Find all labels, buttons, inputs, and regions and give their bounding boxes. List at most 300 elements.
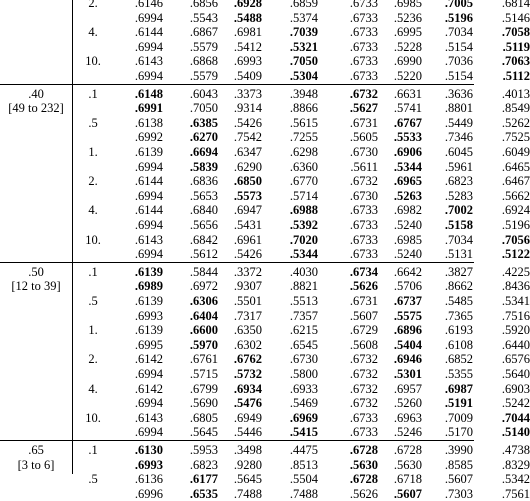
table-row [0,174,530,189]
table-cell: .6823 [444,174,473,189]
table-cell: .5131 [444,247,473,262]
table-cell: .5920 [501,323,530,338]
table-cell: .6906 [393,145,422,159]
table-cell: .8662 [444,279,473,294]
table-cell: .6139 [134,323,163,338]
table-cell: .6992 [134,130,163,145]
table-cell: .6143 [134,54,163,69]
table-cell: .6732 [349,367,378,381]
table-cell: .6148 [134,86,163,101]
table-row [0,337,530,352]
table-cell: .4013 [501,86,530,101]
table-cell: .5485 [444,294,473,308]
block-label-value: .65 [28,443,44,457]
table-cell: .5196 [444,10,473,25]
table-cell: .6142 [134,352,163,367]
table-cell: .7488 [233,486,262,501]
table-cell: .5446 [233,425,262,440]
table-cell: .5607 [444,472,473,487]
table-cell: .5146 [501,10,530,25]
table-cell: .6732 [349,174,378,189]
table-row [0,308,530,323]
table-cell: .6995 [393,25,422,40]
table-cell: .7044 [501,410,530,425]
table-cell: .6805 [189,410,218,425]
table-cell: .6982 [393,203,422,218]
table-cell: .5970 [189,337,218,352]
table-cell: .6981 [233,25,262,40]
table-cell: .5640 [501,367,530,381]
table-row [0,25,530,40]
table-cell: .6733 [349,0,378,10]
table-cell: .6731 [349,115,378,130]
table-cell: .5344 [289,247,318,262]
table-cell: .5605 [349,130,378,145]
table-cell: .6732 [349,396,378,411]
table-cell: .5263 [393,188,422,203]
table-row [0,396,530,411]
table-cell: .6859 [289,0,318,10]
table-row [0,472,530,487]
table-cell: .6045 [444,145,473,159]
table-cell: .5236 [393,10,422,25]
table-cell: .7058 [501,25,530,40]
table-cell: .6298 [289,145,318,159]
table-cell: .6867 [189,25,218,40]
table-cell: .5426 [233,115,262,130]
table-cell: .6840 [189,203,218,218]
table-cell: .7009 [444,410,473,425]
table-cell: .6994 [134,396,163,411]
table-cell: .6994 [134,10,163,25]
table-cell: .6994 [134,159,163,174]
table-cell: .5645 [233,472,262,487]
table-row [0,39,530,54]
table-cell: .5715 [189,367,218,381]
table-cell: .4738 [501,443,530,457]
row-parameter: .5 [88,294,98,308]
table-cell: .6896 [393,323,422,338]
table-cell: .6733 [349,25,378,40]
table-cell: .6767 [393,115,422,130]
table-cell: .5321 [289,39,318,54]
table-cell: .3372 [233,264,262,279]
table-cell: .5839 [189,159,218,174]
table-cell: .5611 [350,159,378,174]
row-parameter: 10. [85,232,101,247]
table-cell: .5504 [289,472,318,487]
table-cell: .6139 [134,145,163,159]
table-cell: .5653 [189,188,218,203]
table-row [0,247,530,262]
table-row [0,486,530,501]
table-cell: .6143 [134,410,163,425]
table-cell: .5579 [189,69,218,83]
table-cell: .6733 [349,39,378,54]
table-cell: .6270 [189,130,218,145]
table-cell: .4225 [501,264,530,279]
table-cell: .6049 [501,145,530,159]
table-cell: .5426 [233,247,262,262]
table-cell: .6290 [233,159,262,174]
table-cell: .6144 [134,174,163,189]
table-cell: .5355 [444,367,473,381]
table-cell: .5706 [393,279,422,294]
table-cell: .4030 [289,264,318,279]
table-cell: .5260 [393,396,422,411]
table-row [0,425,530,440]
table-cell: .6852 [444,352,473,367]
row-parameter: 2. [88,352,98,367]
table-cell: .5501 [233,294,262,308]
table-cell: .6302 [233,337,262,352]
table-cell: .6730 [349,145,378,159]
table-cell: .5415 [289,425,318,440]
table-cell: .6142 [134,381,163,396]
table-cell: .5119 [502,39,530,54]
table-cell: .5579 [189,39,218,54]
table-cell: .6733 [349,425,378,440]
table-cell: .6993 [134,308,163,323]
table-cell: .6733 [349,232,378,247]
table-cell: .9280 [233,457,262,472]
table-cell: .6963 [393,410,422,425]
table-cell: .6993 [233,54,262,69]
table-cell: .4475 [289,443,318,457]
table-cell: .5431 [233,218,262,232]
table-row [0,352,530,367]
table-cell: .5301 [393,367,422,381]
table-cell: .6465 [501,159,530,174]
table-cell: .5409 [233,69,262,83]
table-cell: .5140 [501,425,530,440]
table-cell: .6631 [393,86,422,101]
table-cell: .6440 [501,337,530,352]
table-cell: .6994 [134,39,163,54]
table-cell: .6961 [233,232,262,247]
table-cell: .6903 [501,381,530,396]
table-cell: .6733 [349,410,378,425]
table-cell: .8821 [289,279,318,294]
table-cell: .8513 [289,457,318,472]
table-cell: .6814 [501,0,530,10]
table-cell: .6985 [393,0,422,10]
table-row [0,232,530,247]
table-cell: .9307 [233,279,262,294]
table-cell: .6136 [134,472,163,487]
table-cell: .5342 [501,472,530,487]
table-cell: .5573 [233,188,262,203]
table-cell: .6969 [289,410,318,425]
table-cell: .5645 [189,425,218,440]
table-cell: .7525 [501,130,530,145]
table-cell: .6946 [393,352,422,367]
table-cell: .6732 [349,86,378,101]
table-cell: .6404 [189,308,218,323]
table-cell: .6350 [233,323,262,338]
table-cell: .6731 [349,294,378,308]
table-cell: .6545 [289,337,318,352]
table-cell: .5112 [502,69,530,83]
table-cell: .5607 [393,486,422,501]
row-parameter: .5 [88,115,98,130]
row-parameter: .1 [88,264,98,279]
row-parameter: 10. [85,54,101,69]
table-cell: .6957 [393,381,422,396]
table-cell: .6600 [189,323,218,338]
table-row [0,381,530,396]
table-row [0,54,530,69]
table-cell: .6146 [134,0,163,10]
table-cell: .6924 [501,203,530,218]
table-cell: .5608 [349,337,378,352]
table-cell: .6761 [189,352,218,367]
block-separator [0,262,474,263]
table-row [0,367,530,381]
table-cell: .6139 [134,264,163,279]
table-cell: .6177 [189,472,218,487]
table-cell: .6728 [393,443,422,457]
table-cell: .5627 [349,101,378,116]
table-row [0,130,530,145]
table-cell: .3636 [444,86,473,101]
table-cell: .7050 [189,101,218,116]
row-parameter: 4. [88,203,98,218]
table-cell: .5449 [444,115,473,130]
table-cell: .8436 [501,279,530,294]
table-cell: .7357 [289,308,318,323]
table-cell: .6385 [189,115,218,130]
table-cell: .7346 [444,130,473,145]
row-parameter: 4. [88,381,98,396]
table-cell: .5344 [393,159,422,174]
table-cell: .6143 [134,232,163,247]
table-cell: .5607 [349,308,378,323]
table-cell: .7002 [444,203,473,218]
table-cell: .6762 [233,352,262,367]
row-parameter: 10. [85,410,101,425]
table-cell: .5615 [289,115,318,130]
table-cell: .5228 [393,39,422,54]
table-cell: .6994 [134,367,163,381]
table-cell: .7303 [444,486,473,501]
table-cell: .6985 [393,232,422,247]
table-cell: .6988 [289,203,318,218]
table-cell: .3498 [233,443,262,457]
table-cell: .6990 [393,54,422,69]
table-cell: .6842 [189,232,218,247]
table-cell: .6144 [134,25,163,40]
table-cell: .5196 [501,218,530,232]
table-row [0,203,530,218]
table-cell: .5690 [189,396,218,411]
table-cell: .6995 [134,337,163,352]
table-cell: .6770 [289,174,318,189]
table-cell: .5220 [393,69,422,83]
table-cell: .6934 [233,381,262,396]
table-cell: .6965 [393,174,422,189]
table-cell: .5656 [189,218,218,232]
block-separator [0,84,474,85]
table-cell: .5469 [289,396,318,411]
row-parameter: 4. [88,25,98,40]
table-cell: .6994 [134,188,163,203]
table-cell: .5242 [501,396,530,411]
table-cell: .5662 [501,188,530,203]
table-cell: .5575 [393,308,422,323]
table-row [0,188,530,203]
table-cell: .6972 [189,279,218,294]
table-cell: .6733 [349,10,378,25]
table-cell: .6733 [349,247,378,262]
table-cell: .5732 [233,367,262,381]
table-cell: .6467 [501,174,530,189]
table-row [0,294,530,308]
table-row [0,159,530,174]
table-cell: .7516 [501,308,530,323]
table-cell: .9314 [233,101,262,116]
row-parameter: 1. [88,145,98,159]
table-cell: .6836 [189,174,218,189]
table-cell: .5154 [444,69,473,83]
table-cell: .6360 [289,159,318,174]
row-parameter: .1 [88,86,98,101]
table-cell: .6694 [189,145,218,159]
row-parameter: .1 [88,443,98,457]
table-cell: .5953 [189,443,218,457]
block-separator [0,440,474,441]
table-cell: .7255 [289,130,318,145]
table-cell: .7488 [289,486,318,501]
table-cell: .6850 [233,174,262,189]
table-cell: .8585 [444,457,473,472]
table-cell: .6933 [289,381,318,396]
table-cell: .6732 [349,352,378,367]
table-cell: .5262 [501,115,530,130]
table-cell: .6730 [289,352,318,367]
table-cell: .6799 [189,381,218,396]
table-cell: .5488 [233,10,262,25]
table-cell: .6347 [233,145,262,159]
table-row [0,410,530,425]
table-cell: .5240 [393,247,422,262]
table-cell: .5476 [233,396,262,411]
table-cell: .6994 [134,425,163,440]
table-cell: .5341 [501,294,530,308]
table-cell: .7317 [233,308,262,323]
table-cell: .8549 [501,101,530,116]
table-cell: .7561 [501,486,530,501]
table-cell: .6718 [393,472,422,487]
table-cell: .6989 [134,279,163,294]
table-cell: .7005 [444,0,473,10]
table-cell: .7034 [444,232,473,247]
table-cell: .6733 [349,54,378,69]
table-cell: .6576 [501,352,530,367]
block-label-value: .40 [28,86,44,101]
table-cell: .5630 [393,457,422,472]
table-cell: .3827 [444,264,473,279]
table-cell: .6108 [444,337,473,352]
table-cell: .6993 [134,457,163,472]
row-parameter: 2. [88,0,98,10]
table-cell: .7036 [444,54,473,69]
table-cell: .7365 [444,308,473,323]
table-cell: .8329 [501,457,530,472]
table-cell: .6733 [349,218,378,232]
table-cell: .8866 [289,101,318,116]
table-cell: .5154 [444,39,473,54]
table-cell: .5122 [501,247,530,262]
table-cell: .6856 [189,0,218,10]
block-label-range: [12 to 39] [11,279,61,294]
table-cell: .5246 [393,425,422,440]
table-cell: .5158 [444,218,473,232]
table-cell: .6991 [134,101,163,116]
table-cell: .6733 [349,69,378,83]
block-label-value: .50 [28,264,44,279]
table-cell: .6994 [134,247,163,262]
table-row [0,145,530,159]
table-cell: .6139 [134,294,163,308]
table-row [0,0,530,10]
row-parameter: 1. [88,323,98,338]
table-cell: .6732 [349,381,378,396]
table-cell: .6996 [134,486,163,501]
table-cell: .5404 [393,337,422,352]
table-cell: .3373 [233,86,262,101]
table-cell: .7020 [289,232,318,247]
block-label-range: [3 to 6] [17,457,55,472]
table-cell: .6535 [189,486,218,501]
table-cell: .6928 [233,0,262,10]
table-cell: .5283 [444,188,473,203]
table-cell: .7039 [289,25,318,40]
table-cell: .5543 [189,10,218,25]
table-cell: .6642 [393,264,422,279]
table-cell: .3948 [289,86,318,101]
table-cell: .7063 [501,54,530,69]
table-cell: .6193 [444,323,473,338]
table-cell: .6734 [349,264,378,279]
table-cell: .5191 [444,396,473,411]
table-row [0,323,530,338]
table-cell: .6733 [349,203,378,218]
table-cell: .5800 [289,367,318,381]
table-cell: .7542 [233,130,262,145]
table-cell: .6994 [134,218,163,232]
table-cell: .6215 [289,323,318,338]
table-cell: .5612 [189,247,218,262]
table-cell: .6949 [233,410,262,425]
table-cell: .5844 [189,264,218,279]
table-cell: .6868 [189,54,218,69]
table-cell: .5626 [349,279,378,294]
table-cell: .5961 [444,159,473,174]
table-row [0,115,530,130]
table-cell: .5240 [393,218,422,232]
table-cell: .5513 [289,294,318,308]
table-cell: .5412 [233,39,262,54]
table-cell: .6987 [444,381,473,396]
table-cell: .6823 [189,457,218,472]
table-cell: .8801 [444,101,473,116]
table-row [0,218,530,232]
table-cell: .5714 [289,188,318,203]
table-cell: .6138 [134,115,163,130]
table-cell: .5392 [289,218,318,232]
table-cell: .6737 [393,294,422,308]
